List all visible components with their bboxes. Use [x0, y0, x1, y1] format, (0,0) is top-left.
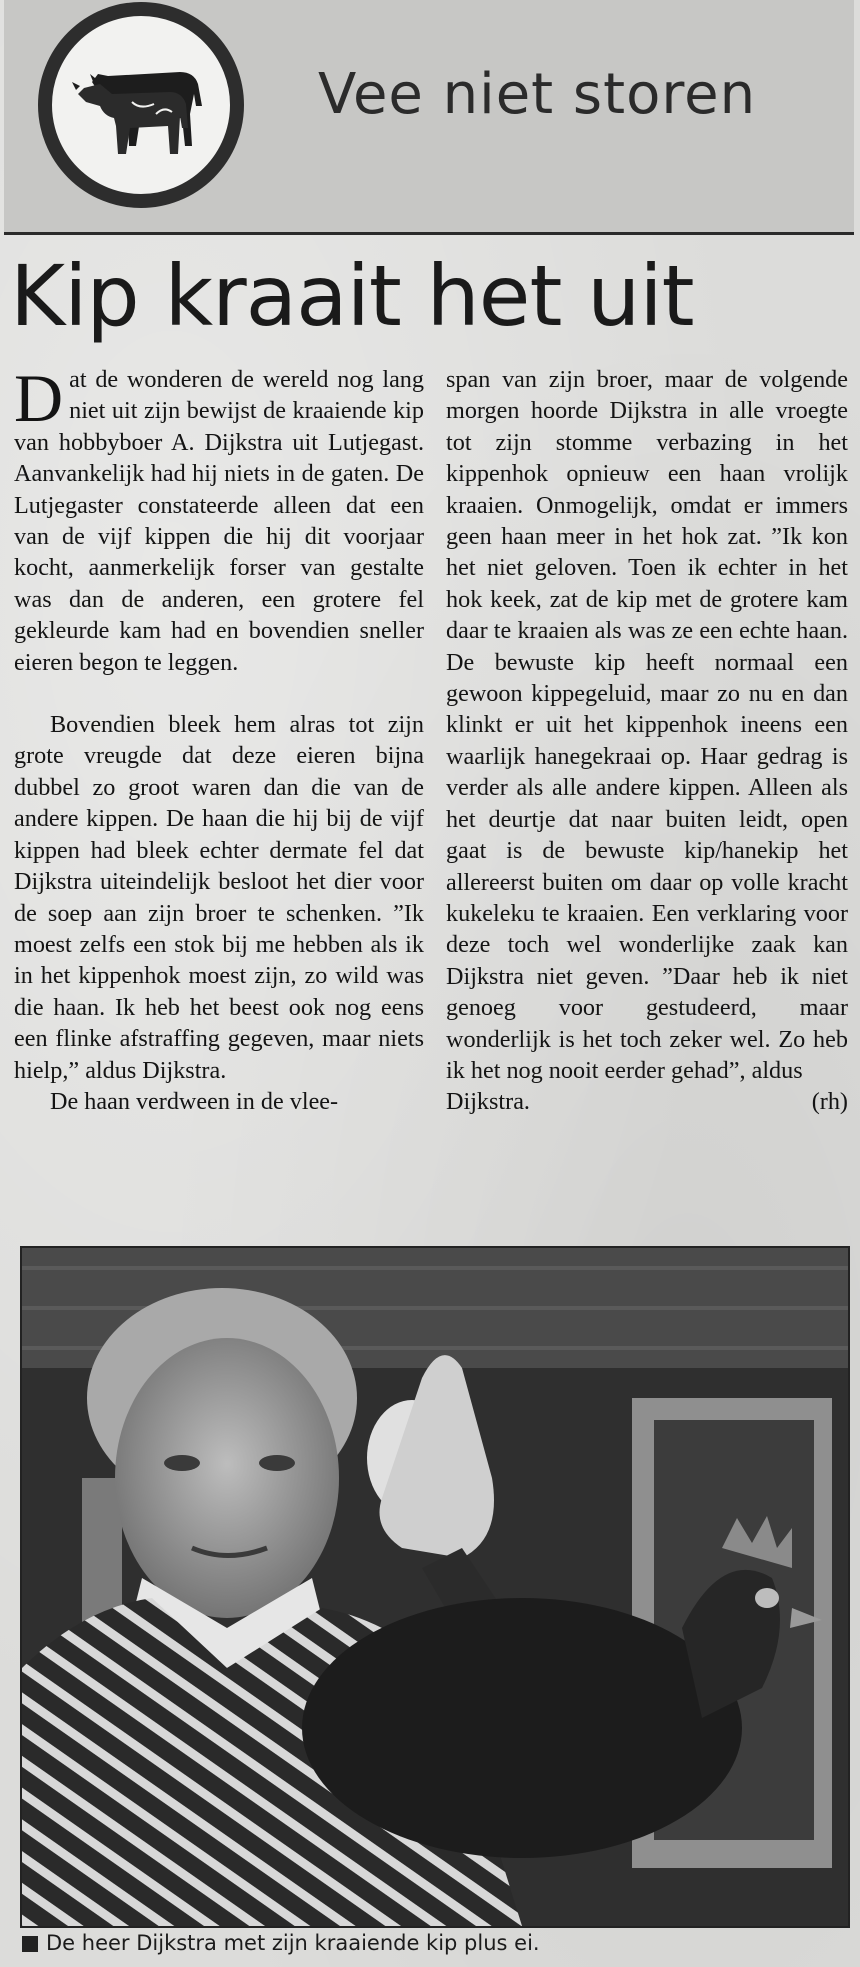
closing-word: Dijkstra.	[446, 1088, 530, 1116]
caption-bullet-icon	[22, 1936, 38, 1952]
closing-line	[446, 1086, 848, 1117]
paragraph-1-text: at de wonderen de wereld nog lang niet uit zijn bewijst de kraaiende kip van hobbyboer A. Dijkstra uit Lutjegast. Aanvankelijk had hij niets in de gaten. De Lutjegaster constateerde alleen dat een van de vijf kippen die hij dit voorjaar kocht, aanmerkelijk forser van gestalte was dan de anderen, een grotere fel gekleurde kam had en bovendien sneller eieren begon te leggen.	[14, 366, 424, 676]
paragraph-2: Bovendien bleek hem alras tot zijn grote vreugde dat deze eieren bijna dubbel zo groot waren dan die van de andere kippen. De haan die hij bij de vijf kippen had bleek echter dermate fel dat Dijkstra uiteindelijk besloot het dier voor de soep aan zijn broer te schenken. ”Ik moest zelfs een stok bij me hebben als ik in het kippenhok moest zijn, zo wild was die haan. Ik heb het beest ook nog eens een flinke afstraffing gegeven, maar niets hielp,” aldus Dijkstra.	[14, 711, 424, 1084]
article-photo	[20, 1246, 850, 1928]
byline: (rh)	[811, 1088, 848, 1116]
cattle-icon	[70, 54, 220, 164]
caption-text: De heer Dijkstra met zijn kraaiende kip plus ei.	[46, 1931, 540, 1955]
rubric-banner	[4, 0, 854, 235]
photo-caption	[22, 1931, 540, 1955]
paragraph-continued: span van zijn broer, maar de volgende morgen hoorde Dijkstra in alle vroegte tot zijn stomme verbazing in het kippenhok opnieuw een haan vrolijk kraaien. Onmogelijk, omdat er immers geen haan meer in het hok zat. ”Ik kon het niet geloven. Toen ik echter in het hok keek, zat de kip met de grotere kam daar te kraaien als was ze een echte haan. De bewuste kip heeft normaal een gewoon kippegeluid, maar zo nu en dan klinkt er uit het kippenhok ineens een waarlijk hanegekraai op. Haar gedrag is verder als alle andere kippen. Alleen als het deurtje dat naar buiten leidt, open gaat is de bewuste kip/hanekip het allereerst buiten om daar op volle kracht kukeleku te kraaien. Een verklaring voor deze toch wel wonderlijke zaak kan Dijkstra niet geven. ”Daar heb ik niet genoeg voor gestudeerd, maar wonderlijk is het toch zeker wel. Zo heb ik het nog nooit eerder gehad”, aldus	[446, 366, 848, 1084]
article-column-1	[14, 360, 424, 1117]
headline: Kip kraait het uit	[10, 247, 694, 345]
paragraph-1	[14, 360, 424, 678]
drop-cap: D	[14, 360, 64, 436]
rubric-emblem	[38, 2, 244, 208]
paragraph-3: De haan verdween in de vlee-	[50, 1087, 339, 1115]
photo-image	[22, 1248, 848, 1926]
rubric-title: Vee niet storen	[318, 62, 757, 127]
article-column-2	[446, 364, 848, 1118]
